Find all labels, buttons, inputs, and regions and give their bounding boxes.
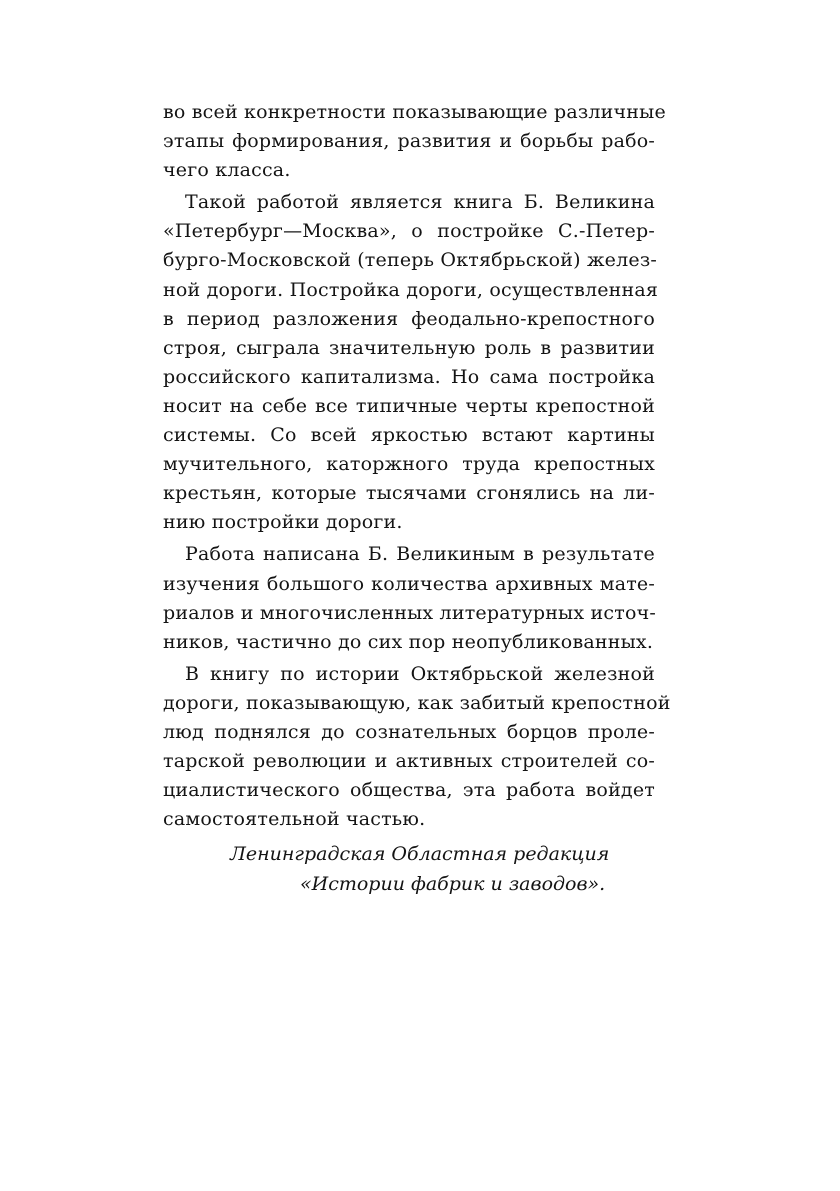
text-line: самостоятельной частью. xyxy=(163,808,426,831)
text-line: системы. Со всей яркостью встают картины xyxy=(163,424,655,447)
signature-line-1: Ленинградская Областная редакция xyxy=(230,843,610,866)
text-line: изучения большого количества архивных мате- xyxy=(163,572,655,595)
text-line: тарской революции и активных строителей со- xyxy=(163,750,655,773)
text-line: во всей конкретности показывающие различные xyxy=(163,101,666,123)
text-line: носит на себе все типичные черты крепостной xyxy=(163,394,655,417)
text-line: циалистического общества, эта работа войдет xyxy=(163,779,655,802)
text-line: строя, сыграла значительную роль в развитии xyxy=(163,336,655,359)
text-line: дороги, показывающую, как забитый крепостной xyxy=(163,691,671,714)
text-line: крестьян, которые тысячами сгонялись на ли- xyxy=(163,482,655,505)
document-page xyxy=(163,98,671,899)
text-line: ной дороги. Постройка дороги, осуществленная xyxy=(163,278,659,301)
text-line: люд поднялся до сознательных борцов проле- xyxy=(163,720,655,743)
text-line: Такой работой является книга Б. Великина xyxy=(185,191,655,214)
text-line: В книгу по истории Октябрьской железной xyxy=(185,662,655,685)
text-line: в период разложения феодально-крепостного xyxy=(163,307,655,330)
paragraph-3 xyxy=(163,540,655,656)
text-line: Работа написана Б. Великиным в результате xyxy=(185,543,655,566)
text-line: мучительного, каторжного труда крепостных xyxy=(163,453,655,476)
paragraph-4 xyxy=(163,660,671,835)
text-line: российского капитализма. Но сама постройка xyxy=(163,365,655,388)
paragraph-2 xyxy=(163,188,659,537)
signature-line-2: «Истории фабрик и заводов». xyxy=(300,872,606,895)
text-line: бурго-Московской (теперь Октябрьской) желез- xyxy=(163,249,658,272)
text-line: этапы формирования, развития и борьбы рабо- xyxy=(163,130,655,153)
text-line: чего класса. xyxy=(163,159,291,182)
text-line: нию постройки дороги. xyxy=(163,511,403,534)
editorial-signature xyxy=(163,840,655,899)
paragraph-1 xyxy=(163,98,666,185)
text-line: «Петербург—Москва», о постройке С.-Петер- xyxy=(163,220,655,243)
text-line: ников, частично до сих пор неопубликованных. xyxy=(163,630,654,653)
text-line: риалов и многочисленных литературных источ- xyxy=(163,601,656,624)
